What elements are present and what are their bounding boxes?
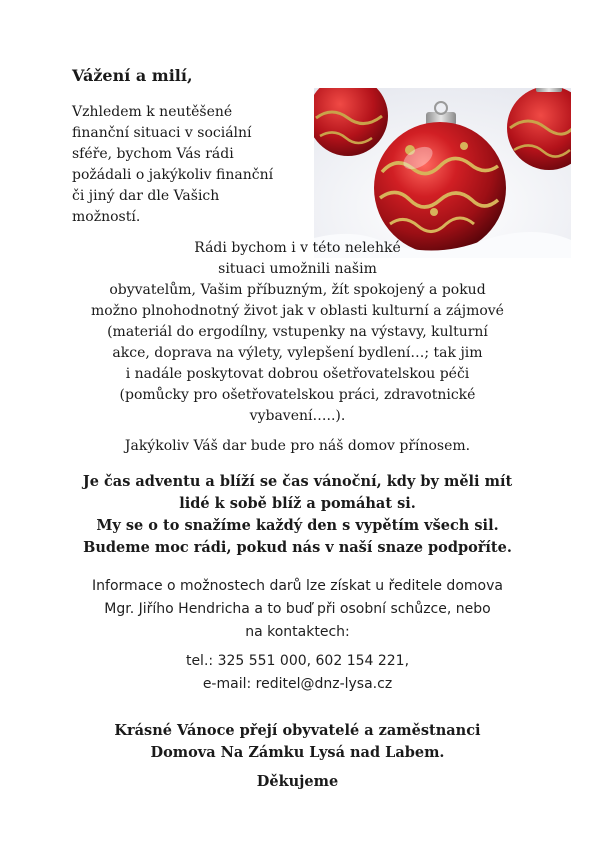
info-paragraph xyxy=(0,575,595,644)
support-paragraph xyxy=(0,238,595,427)
contact-block xyxy=(0,650,595,696)
christmas-ornaments-photo xyxy=(314,88,571,258)
info-line: na kontaktech: xyxy=(245,624,350,640)
paragraph-line: akce, doprava na výlety, vylepšení bydlení…; tak jim xyxy=(112,345,483,361)
paragraph-line: i nadále poskytovat dobrou ošetřovatelskou péči xyxy=(125,366,470,382)
intro-line: sféře, bychom Vás rádi xyxy=(72,146,234,162)
intro-paragraph xyxy=(72,102,302,228)
info-line: Informace o možnostech darů lze získat u ředitele domova xyxy=(92,578,503,594)
intro-line: požádali o jakýkoliv finanční xyxy=(72,167,274,183)
intro-line: Vzhledem k neutěšené xyxy=(72,104,233,120)
advent-line: Je čas adventu a blíží se čas vánoční, kdy by měli mít xyxy=(82,473,513,490)
paragraph-line: situaci umožnili našim xyxy=(218,261,377,277)
info-line: Mgr. Jiřího Hendricha a to buď při osobní schůzce, nebo xyxy=(104,601,491,617)
paragraph-line: Rádi bychom i v této nelehké xyxy=(194,240,401,256)
paragraph-line: vybavení…..). xyxy=(249,408,346,424)
email-line: e-mail: reditel@dnz-lysa.cz xyxy=(202,676,393,692)
intro-line: či jiný dar dle Vašich xyxy=(72,188,220,204)
paragraph-line: (materiál do ergodílny, vstupenky na výstavy, kulturní xyxy=(107,324,488,340)
thanks-text: Děkujeme xyxy=(256,773,339,790)
intro-line: finanční situaci v sociální xyxy=(72,125,252,141)
advent-line: My se o to snažíme každý den s vypětím všech sil. xyxy=(96,517,499,534)
closing-line: Krásné Vánoce přejí obyvatelé a zaměstnanci xyxy=(114,722,481,739)
paragraph-line: možno plnohodnotný život jak v oblasti kulturní a zájmové xyxy=(91,303,504,319)
phone-line: tel.: 325 551 000, 602 154 221, xyxy=(185,653,410,669)
advent-message xyxy=(0,471,595,559)
greeting-heading: Vážení a milí, xyxy=(72,66,193,85)
intro-line: možností. xyxy=(72,209,141,225)
paragraph-line: obyvatelům, Vašim příbuzným, žít spokojený a pokud xyxy=(109,282,486,298)
gift-sentence: Jakýkoliv Váš dar bude pro náš domov přínosem. xyxy=(124,438,471,454)
closing-wishes xyxy=(0,720,595,764)
advent-line: lidé k sobě blíž a pomáhat si. xyxy=(179,495,416,512)
paragraph-line: (pomůcky pro ošetřovatelskou práci, zdravotnické xyxy=(119,387,476,403)
advent-line: Budeme moc rádi, pokud nás v naší snaze podpoříte. xyxy=(83,539,512,556)
closing-line: Domova Na Zámku Lysá nad Labem. xyxy=(150,744,445,761)
